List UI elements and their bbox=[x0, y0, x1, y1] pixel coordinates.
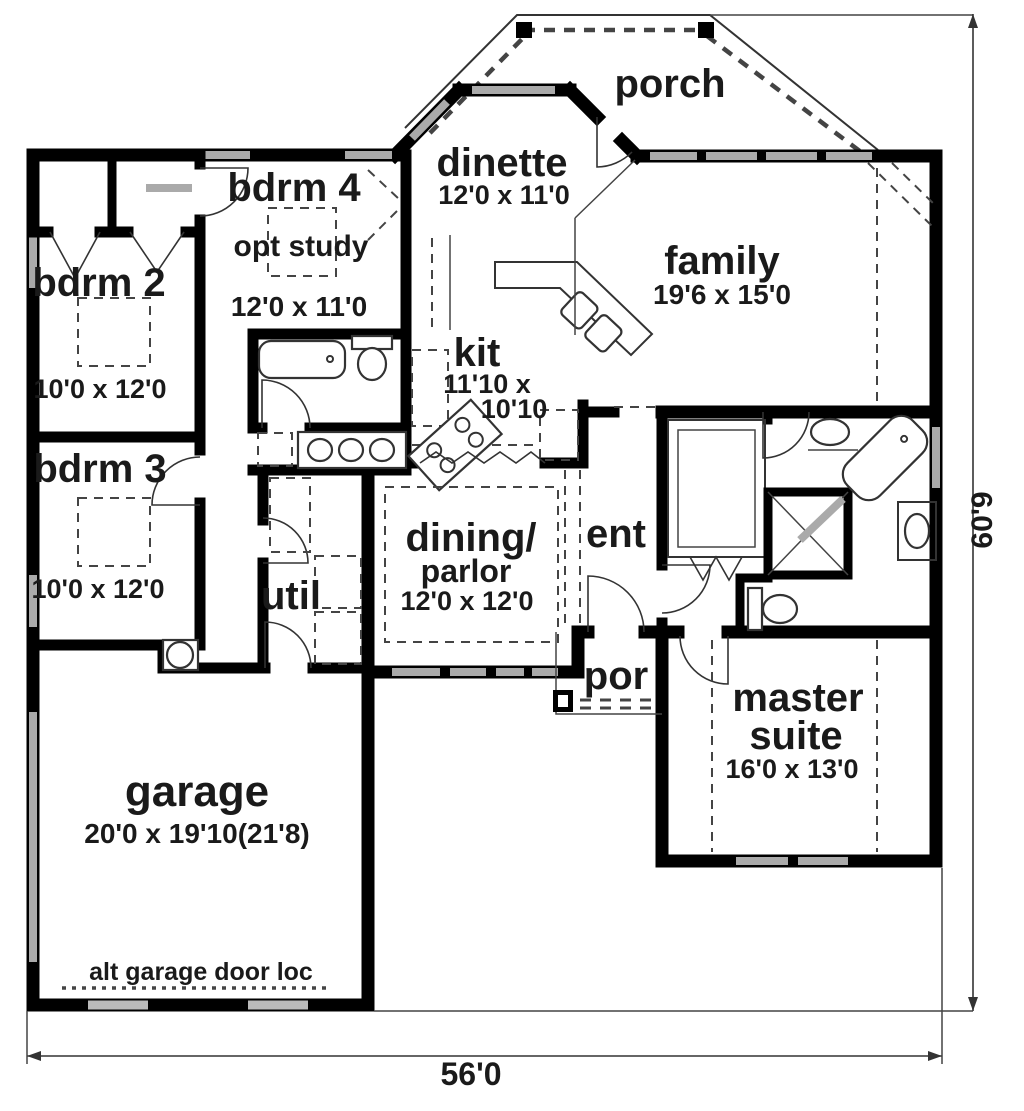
bath-door bbox=[262, 380, 310, 428]
room-label-dining: dining/ bbox=[405, 516, 537, 560]
room-dims-bdrm3: 10'0 x 12'0 bbox=[31, 574, 165, 604]
master-sink bbox=[811, 419, 849, 445]
master-closet-bifold bbox=[690, 557, 742, 580]
room-dims-dining: 12'0 x 12'0 bbox=[400, 586, 534, 616]
master-suite-door bbox=[680, 636, 728, 684]
room-dims-bdrm4: 12'0 x 11'0 bbox=[230, 291, 368, 322]
front-door bbox=[588, 576, 644, 632]
room-label-bdrm4: bdrm 4 bbox=[227, 166, 361, 210]
room-dims-master: 16'0 x 13'0 bbox=[725, 754, 859, 784]
porch-post bbox=[698, 22, 714, 38]
room-dims-garage: 20'0 x 19'10(21'8) bbox=[84, 818, 310, 849]
room-dims-family: 19'6 x 15'0 bbox=[653, 279, 791, 310]
room-label-kit: kit bbox=[453, 331, 501, 375]
master-hall-door bbox=[662, 565, 710, 613]
room-note-bdrm4: opt study bbox=[233, 230, 369, 263]
toilet-tank bbox=[748, 588, 762, 630]
washer bbox=[315, 556, 361, 608]
room-dims-kit-1: 11'10 x bbox=[443, 369, 531, 399]
room-label-dinette: dinette bbox=[436, 141, 568, 185]
room-label-master2: suite bbox=[749, 714, 843, 758]
room-label-por: por bbox=[583, 654, 649, 698]
room-label-porch: porch bbox=[614, 62, 726, 106]
overall-height-dim: 60'9 bbox=[966, 491, 999, 549]
room-label-master: master bbox=[732, 676, 864, 720]
room-dims-bdrm2: 10'0 x 12'0 bbox=[33, 374, 167, 404]
garage-alt-door-note: alt garage door loc bbox=[89, 958, 313, 986]
overall-width-dim: 56'0 bbox=[440, 1056, 502, 1092]
room-label-garage: garage bbox=[124, 767, 270, 816]
room-label-ent: ent bbox=[586, 512, 646, 556]
master-closet bbox=[668, 420, 765, 557]
room-dims-dinette: 12'0 x 11'0 bbox=[438, 180, 570, 210]
dryer bbox=[315, 612, 361, 664]
toilet-bowl bbox=[358, 348, 386, 380]
room-label-family: family bbox=[664, 239, 780, 283]
room-labels bbox=[32, 62, 999, 1092]
porch-post bbox=[516, 22, 532, 38]
room-label-dining2: parlor bbox=[420, 553, 512, 589]
room-label-bdrm3: bdrm 3 bbox=[33, 447, 167, 491]
garage-entry-door bbox=[265, 622, 311, 668]
room-label-util: util bbox=[261, 574, 321, 618]
room-label-bdrm2: bdrm 2 bbox=[32, 261, 166, 305]
water-heater bbox=[167, 642, 193, 668]
toilet-bowl bbox=[763, 595, 797, 623]
room-dims-kit-2: 10'10 bbox=[480, 394, 548, 424]
